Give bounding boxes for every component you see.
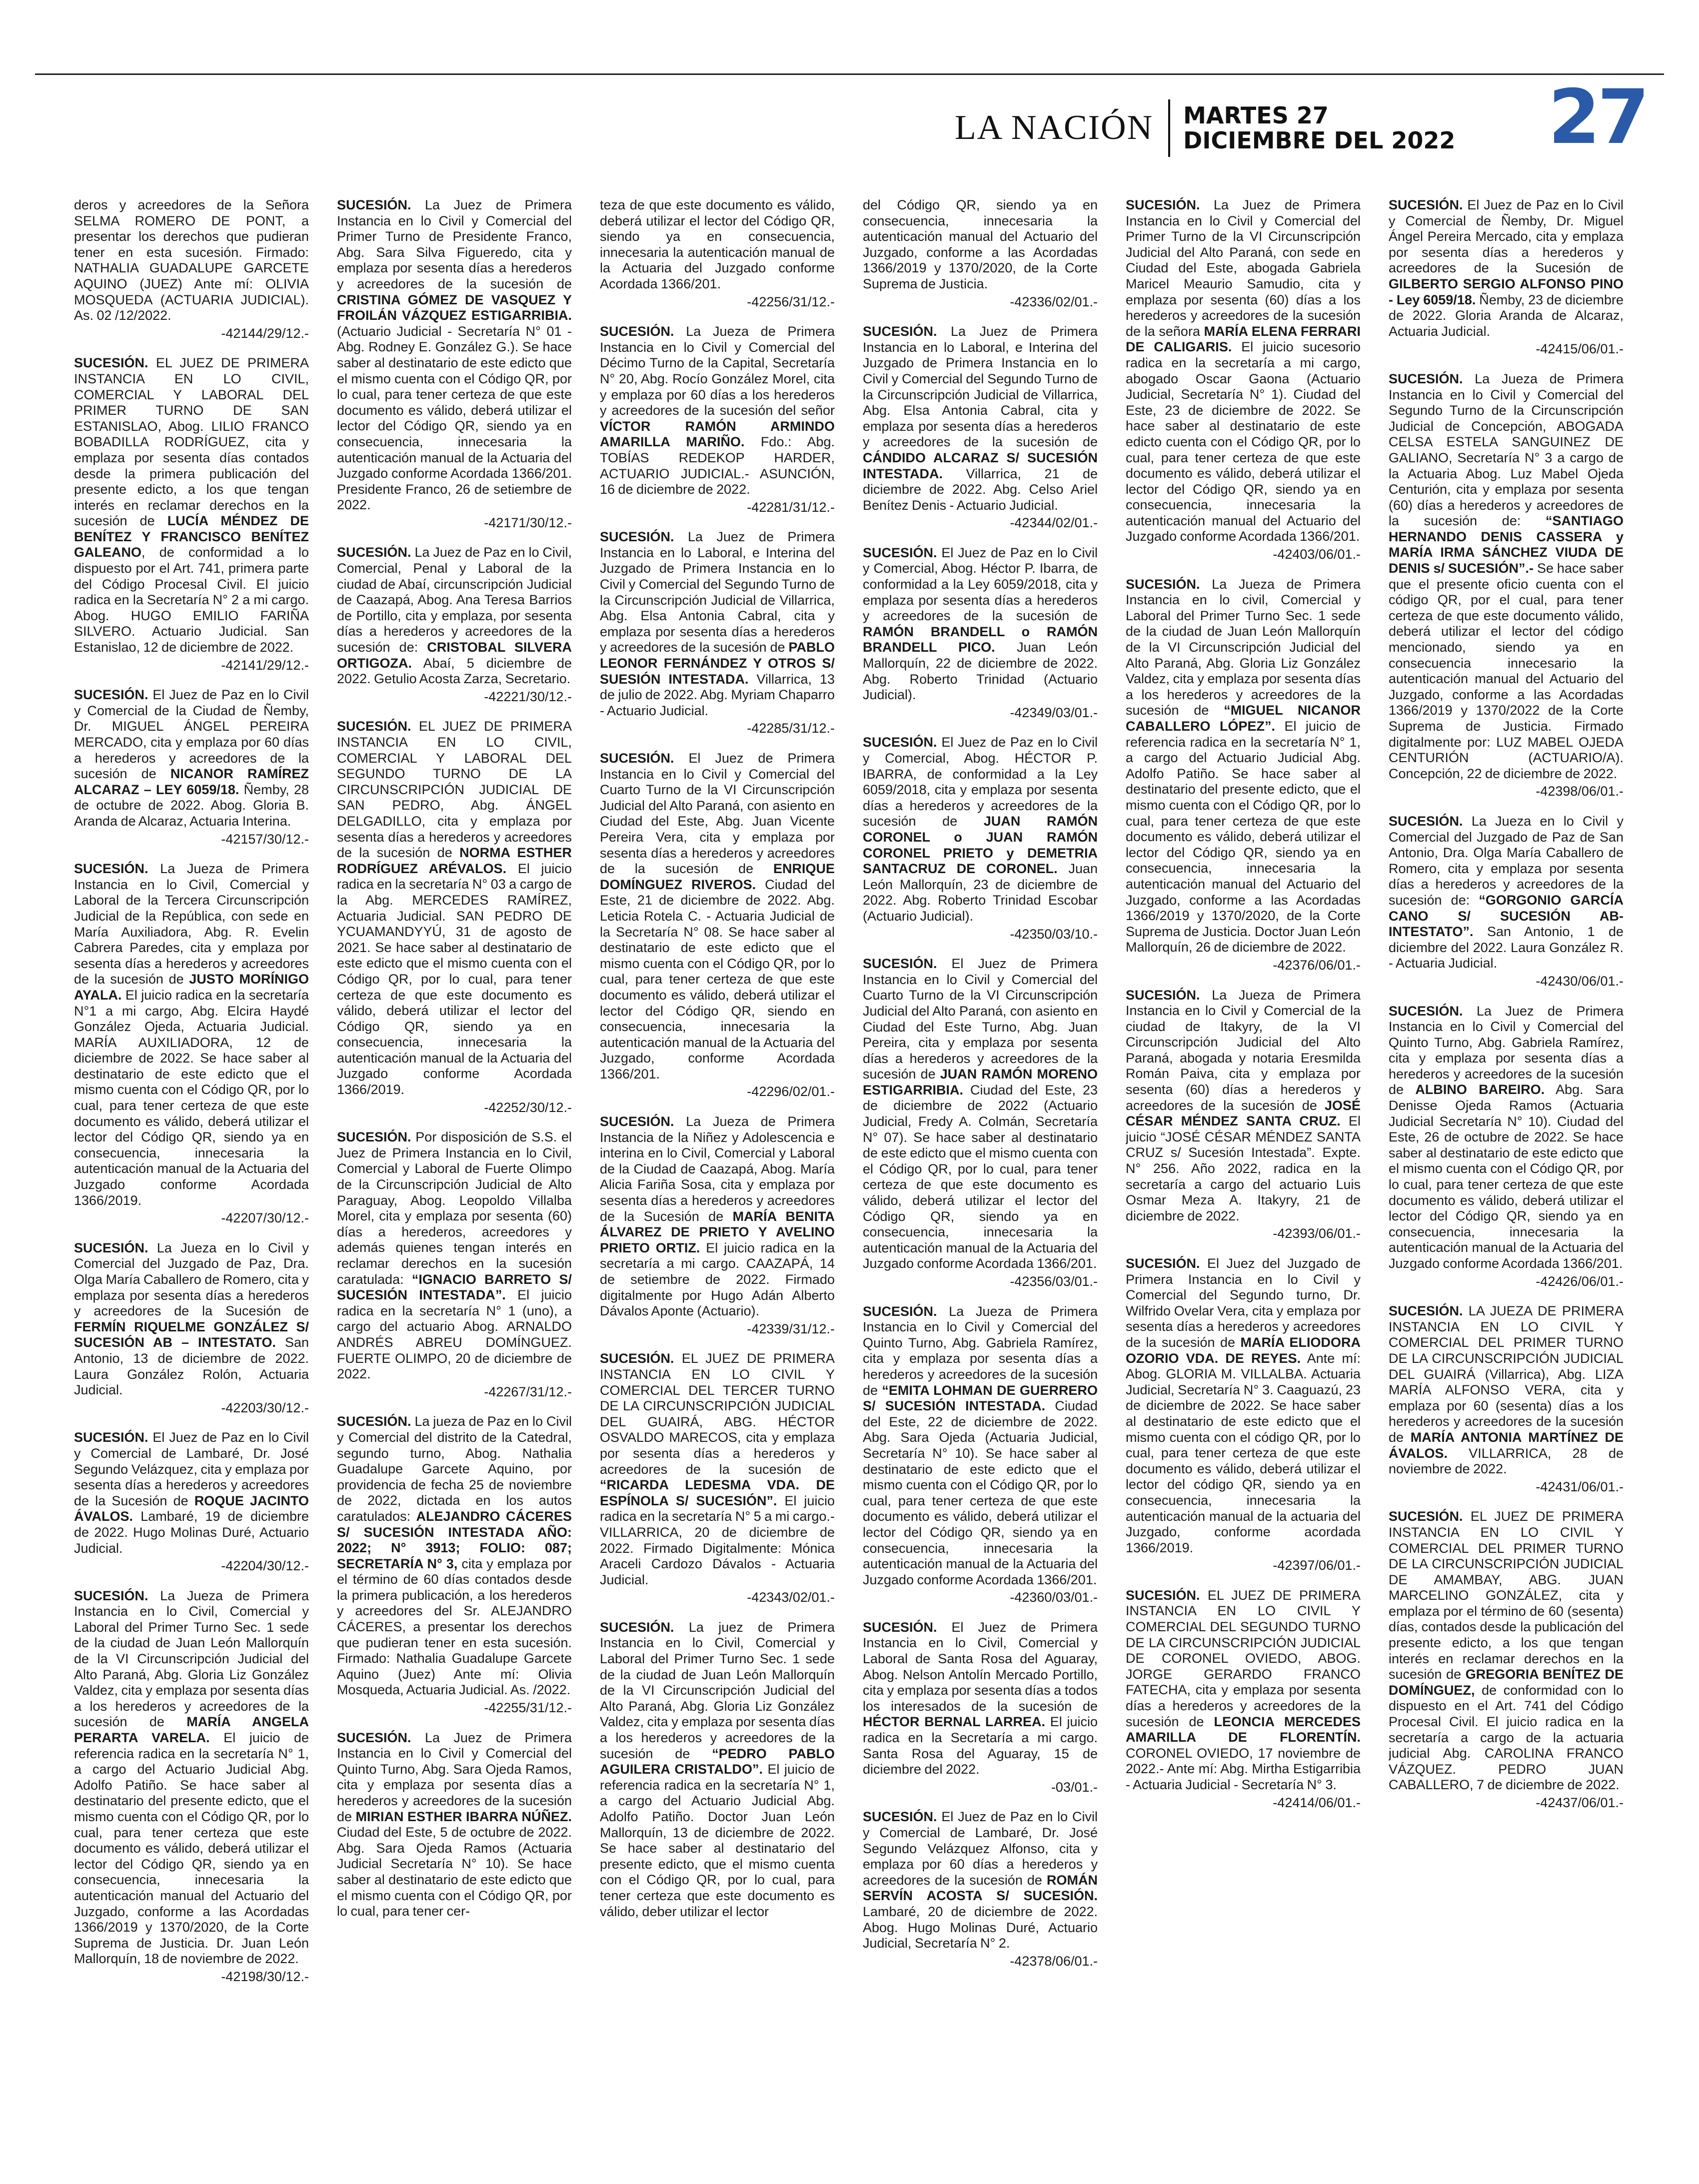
notice-heading: SUCESIÓN. bbox=[1126, 197, 1200, 212]
notice-reference: -42437/06/01.- bbox=[1536, 1795, 1624, 1810]
notice-text: EL JUEZ DE PRIMERA INSTANCIA EN LO CIVIL Y COMERCIAL DEL TERCER TURNO DE LA CIRCUNSCRIPCIÓN JUDICIAL DEL GUAIRÁ, ABG. HÉCTOR OSVALDO MARECOS, cita y emplaza por sesenta días a herederos y acreedores de la sucesión de bbox=[600, 1351, 835, 1477]
notice-heading: SUCESIÓN. bbox=[863, 1303, 937, 1319]
notice-reference: -42376/06/01.- bbox=[1273, 957, 1361, 973]
column-3 bbox=[600, 197, 835, 2149]
notice-heading: SUCESIÓN. bbox=[337, 545, 411, 560]
notice-deceased-name: “PEDRO PABLO AGUILERA CRISTALDO”. bbox=[600, 1746, 835, 1777]
legal-notice bbox=[74, 1588, 309, 1985]
notice-reference: -42430/06/01.- bbox=[1536, 973, 1624, 989]
legal-notice bbox=[1389, 1004, 1624, 1290]
legal-notice bbox=[863, 1620, 1098, 1796]
notice-text: LA JUEZA DE PRIMERA INSTANCIA EN LO CIVIL Y COMERCIAL DEL PRIMER TURNO DE LA CIRCUNSCRIPCIÓN JUDICIAL DEL GUAIRÁ (Villarrica), Abg. LIZA MARÍA ALFONSO VERA, cita y emplaza por 60 (sesenta) días a los herederos y acreedores de la sucesión de bbox=[1389, 1303, 1624, 1445]
notice-deceased-name: “GORGONIO GARCÍA CANO S/ SUCESIÓN AB- INTESTATO”. bbox=[1389, 892, 1624, 940]
notice-text-tail: Ante mí: Abog. GLORIA M. VILLALBA. Actuaria Judicial, Secretaría N° 3. Caaguazú, 23 de diciembre de 2022. Se hace saber al destinatario de este edicto que el mismo cuenta con el código QR, por lo cual, para tener certeza de que este documento es válido, deberá utilizar el lector del código QR, siendo ya en consecuencia, innecesaria la autenticación manual de la actuaria del Juzgado, conforme acordada 1366/2019. bbox=[1126, 1350, 1361, 1555]
notice-text-tail: Fdo.: Abg. TOBÍAS REDEKOP HARDER, ACTUARIO JUDICIAL.- ASUNCIÓN, 16 de diciembre de 2022. bbox=[600, 434, 835, 497]
notice-reference: -42256/31/12.- bbox=[747, 294, 835, 309]
notice-reference: -42414/06/01.- bbox=[1273, 1795, 1361, 1810]
notice-heading: SUCESIÓN. bbox=[1126, 576, 1200, 592]
notice-reference: -42207/30/12.- bbox=[221, 1210, 309, 1226]
legal-notice bbox=[74, 197, 309, 341]
notice-deceased-name: “RICARDA LEDESMA VDA. DE ESPÍNOLA S/ SUCESIÓN”. bbox=[600, 1477, 835, 1508]
legal-notice bbox=[337, 1129, 572, 1400]
notice-heading: SUCESIÓN. bbox=[600, 1351, 674, 1366]
notice-text: La Jueza de Primera Instancia en lo Civil y Comercial del Décimo Turno de la Capital, Secretaría N° 20, Abg. Rocío González Morel, cita y emplaza por 60 días a los herederos y acreedores de la sucesión del señor bbox=[600, 324, 835, 418]
notice-text-tail: El juicio radica en la secretaría N° 5 a mi cargo.- VILLARRICA, 20 de diciembre de 2022. Firmado Digitalmente: Mónica Araceli Cardozo Dávalos - Actuaria Judicial. bbox=[600, 1493, 835, 1587]
notice-reference: -42397/06/01.- bbox=[1273, 1558, 1361, 1573]
notice-text: La Juez de Primera Instancia en lo Civil y Comercial del Quinto Turno, Abg. Gabriela Ramírez, cita y emplaza por sesenta días a herederos y acreedores de la sucesión de bbox=[1389, 1003, 1624, 1097]
page-number: 27 bbox=[1548, 74, 1647, 161]
notice-deceased-name: JUSTO MORÍNIGO AYALA. bbox=[74, 972, 309, 1003]
legal-notice bbox=[863, 956, 1098, 1289]
notice-deceased-name: GREGORIA BENÍTEZ DE DOMÍNGUEZ, bbox=[1389, 1667, 1624, 1698]
notice-deceased-name: “SANTIAGO HERNANDO DENIS CASSERA y MARÍA IRMA SÁNCHEZ VIUDA DE DENIS s/ SUCESIÓN”.- bbox=[1389, 513, 1624, 576]
notice-text-tail: (Actuario Judicial - Secretaría N° 01 - Abg. Rodney E. González G.). Se hace saber al destinatario de este edicto que el mismo cuenta con el Código QR, por lo cual, para tener certeza de que este documento es válido, deberá utilizar el lector del Código QR, siendo ya en consecuencia, innecesaria la autenticación manual de la Actuaria del Juzgado conforme Acordada 1366/201. Presidente Franco, 26 de setiembre de 2022. bbox=[337, 323, 572, 513]
notice-reference: -42415/06/01.- bbox=[1536, 341, 1624, 357]
notice-text-tail: Ciudad del Este, 21 de diciembre de 2022. Abg. Leticia Rotela C. - Actuaria Judicial de la Secretaría N° 08. Se hace saber al destinatario de este edicto que el mismo cuenta con el Código QR, por lo cual, para tener certeza de que este documento es válido, deberá utilizar el lector del Código QR, siendo en consecuencia, innecesaria la autenticación manual de la Actuaria del Juzgado, conforme Acordada 1366/201. bbox=[600, 877, 835, 1082]
legal-notice bbox=[337, 1414, 572, 1716]
notice-reference: -42285/31/12.- bbox=[747, 721, 835, 736]
notice-deceased-name: MARÍA ANGELA PERARTA VARELA. bbox=[74, 1714, 309, 1746]
notice-heading: SUCESIÓN. bbox=[863, 1619, 937, 1635]
legal-notice bbox=[600, 1114, 835, 1337]
notice-text-tail: Abg. Sara Denisse Ojeda Ramos (Actuaria Judicial Secretaría N° 10). Ciudad del Este, 26 de octubre de 2022. Se hace saber al destinatario de este edicto que el mismo cuenta con el Código QR, por lo cual, para tener certeza de que este documento es válido, deberá utilizar el lector del Código QR, siendo ya en consecuencia, innecesaria la autenticación manual de la Actuaria del Juzgado conforme Acordada 1366/201. bbox=[1389, 1082, 1624, 1271]
notice-heading: SUCESIÓN. bbox=[1389, 1509, 1463, 1524]
notice-heading: SUCESIÓN. bbox=[1389, 1003, 1463, 1019]
notice-heading: SUCESIÓN. bbox=[1389, 197, 1463, 212]
notice-deceased-name: CRISTINA GÓMEZ DE VASQUEZ Y FROILÁN VÁZQUEZ ESTIGARRIBIA. bbox=[337, 292, 572, 323]
notice-reference: -42393/06/01.- bbox=[1273, 1226, 1361, 1241]
notice-text: La Jueza de Primera Instancia en lo Civil y Comercial del Segundo Turno de la Circunscripción Judicial de Concepción, ABOGADA CELSA ESTELA SANGUINEZ DE GALIANO, Secretaría N° 3 a cargo de la Actuaria Abog. Luz Mabel Ojeda Centurión, cita y emplaza por sesenta (60) días a herederos y acreedores de la sucesión de: bbox=[1389, 371, 1624, 529]
notice-heading: SUCESIÓN. bbox=[337, 1414, 411, 1429]
notice-text: teza de que este documento es válido, deberá utilizar el lector del Código QR, siendo ya en consecuencia, innecesaria la autenticación manual de la Actuaria del Juzgado conforme Acordada 1366/201. bbox=[600, 197, 835, 291]
notice-deceased-name: ALEJANDRO CÁCERES S/ SUCESIÓN INTESTADA AÑO: 2022; N° 3913; FOLIO: 087; SECRETARÍA N° 3, bbox=[337, 1508, 572, 1571]
notice-text-tail: San Antonio, 1 de diciembre del 2022. Laura González R. - Actuaria Judicial. bbox=[1389, 924, 1624, 971]
notice-heading: SUCESIÓN. bbox=[600, 1619, 674, 1635]
notice-text: EL JUEZ DE PRIMERA INSTANCIA EN LO CIVIL, COMERCIAL Y LABORAL DEL PRIMER TURNO DE SAN ESTANISLAO, Abog. LILIO FRANCO BOBADILLA RODRÍGUEZ, cita y emplaza por sesenta días contados desde la primera publicación del presente edicto, a los que tengan interés en reclamar derechos en la sucesión de bbox=[74, 355, 309, 529]
notice-text-tail: El juicio sucesorio radica en la secretaría a mi cargo, abogado Oscar Gaona (Actuario Judicial, Secretaría N° 1). Ciudad del Este, 23 de diciembre de 2022. Se hace saber al destinatario de este edicto cuenta con el Código QR, por lo cual, para tener certeza de que este documento es válido, deberá utilizar el lector del Código QR, siendo ya en consecuencia, innecesaria la autenticación manual del Actuario del Juzgado conforme Acordada 1366/201. bbox=[1126, 339, 1361, 544]
notice-reference: -42198/30/12.- bbox=[221, 1969, 309, 1984]
legal-notice bbox=[863, 545, 1098, 721]
legal-notice bbox=[74, 355, 309, 673]
notice-heading: SUCESIÓN. bbox=[863, 324, 937, 339]
notice-text: El Juez de Paz en lo Civil y Comercial de Lambaré, Dr. José Segundo Velázquez Alfonso, cita y emplaza por 60 días a herederos y acreedores de la sucesión de bbox=[863, 1809, 1098, 1888]
notice-text: La Juez de Paz en lo Civil, Comercial, Penal y Laboral de la ciudad de Abaí, circunscripción Judicial de Caazapá, Abog. Ana Teresa Barrios de Portillo, cita y emplaza, por sesenta días a herederos y acreedores de la sucesión de: bbox=[337, 545, 572, 655]
issue-date-line2: DICIEMBRE DEL 2022 bbox=[1183, 127, 1456, 154]
issue-date bbox=[1183, 103, 1455, 153]
notice-text-tail: Ciudad del Este, 22 de diciembre de 2022. Abg. Sara Ojeda (Actuaria Judicial, Secretaría N° 10). Se hace saber al destinatario de este edicto que el mismo cuenta con el Código QR, por lo cual, para tener certeza de que este documento es válido, deberá utilizar el lector del Código QR, siendo ya en consecuencia, innecesaria la autenticación manual de la Actuaria del Juzgado conforme Acordada 1366/201. bbox=[863, 1398, 1098, 1587]
notice-deceased-name: NORMA ESTHER RODRÍGUEZ ARÉVALOS. bbox=[337, 845, 572, 876]
notice-reference: -42157/30/12.- bbox=[221, 831, 309, 847]
notice-heading: SUCESIÓN. bbox=[863, 545, 937, 560]
notice-text-tail: Lambaré, 20 de diciembre de 2022. Abog. Hugo Molinas Duré, Actuario Judicial, Secretaría N° 2. bbox=[863, 1904, 1098, 1951]
notice-text: La Juez de Primera Instancia en lo Civil y Comercial del Primer Turno de Presidente Franco, Abg. Sara Silva Figueredo, cita y emplaza por sesenta días a herederos y acreedores de la sucesión de bbox=[337, 197, 572, 291]
legal-notice bbox=[863, 1304, 1098, 1606]
notice-heading: SUCESIÓN. bbox=[337, 197, 411, 212]
notice-reference: -42267/31/12.- bbox=[484, 1384, 572, 1399]
notice-heading: SUCESIÓN. bbox=[863, 1809, 937, 1825]
legal-notice bbox=[600, 1351, 835, 1606]
notice-text-tail: San Antonio, 13 de diciembre de 2022. Laura González Rolón, Actuaria Judicial. bbox=[74, 1335, 309, 1398]
legal-notice bbox=[337, 197, 572, 531]
notice-deceased-name: ENRIQUE DOMÍNGUEZ RIVEROS. bbox=[600, 861, 835, 892]
legal-notice bbox=[1389, 814, 1624, 990]
legal-notice bbox=[600, 1620, 835, 1920]
notice-text: La Jueza de Primera Instancia en lo Civil y Comercial de la ciudad de Itakyry, de la VI Circunscripción Judicial del Alto Paraná, abogada y notaria Eresmilda Román Paiva, cita y emplaza por sesenta (60) días a herederos y acreedores de la sucesión de bbox=[1126, 987, 1361, 1113]
notice-reference: -42281/31/12.- bbox=[747, 499, 835, 515]
legal-notice bbox=[600, 751, 835, 1100]
notice-reference: -42255/31/12.- bbox=[484, 1700, 572, 1716]
notice-text: La Juez de Primera Instancia en lo Laboral, e Interina del Juzgado de Primera Instancia en lo Civil y Comercial del Segundo Turno de la Circunscripción Judicial de Villarrica, Abg. Elsa Antonia Cabral, cita y emplaza por sesenta días a herederos y acreedores de la sucesión de bbox=[600, 529, 835, 655]
legal-notice bbox=[600, 529, 835, 737]
notice-deceased-name: JUAN RAMÓN CORONEL o JUAN RAMÓN CORONEL PRIETO y DEMETRIA SANTACRUZ DE CORONEL. bbox=[863, 814, 1098, 877]
notice-heading: SUCESIÓN. bbox=[337, 1129, 411, 1145]
notices-columns bbox=[74, 197, 1624, 2149]
notice-text: La Juez de Primera Instancia en lo Laboral, e Interina del Juzgado de Primera Instancia en lo Civil y Comercial del Segundo Turno de la Circunscripción Judicial de Villarrica, Abg. Elsa Antonia Cabral, cita y emplaza por sesenta días a herederos y acreedores de la sucesión de bbox=[863, 324, 1098, 450]
notice-text: La jueza de Paz en lo Civil y Comercial del distrito de la Catedral, segundo turno, Abog. Nathalia Guadalupe Garcete Aquino, por providencia de fecha 25 de noviembre de 2022, dictada en los autos caratulados: bbox=[337, 1414, 572, 1524]
notice-deceased-name: ALBINO BAREIRO. bbox=[1415, 1082, 1545, 1097]
notice-deceased-name: HÉCTOR BERNAL LARREA. bbox=[863, 1714, 1045, 1730]
notice-deceased-name: MARÍA ANTONIA MARTÍNEZ DE ÁVALOS. bbox=[1389, 1429, 1624, 1461]
notice-reference: -42339/31/12.- bbox=[747, 1321, 835, 1336]
legal-notice bbox=[1126, 197, 1361, 563]
notice-heading: SUCESIÓN. bbox=[1389, 371, 1463, 386]
notice-text: El Juez de Paz en lo Civil y Comercial de la Ciudad de Ñemby, Dr. MIGUEL ÁNGEL PEREIRA MERCADO, cita y emplaza por 60 días a herederos y acreedores de la sucesión de bbox=[74, 687, 309, 782]
notice-reference: -42350/03/10.- bbox=[1010, 926, 1098, 942]
notice-text-tail: Villarrica, 13 de julio de 2022. Abg. Myriam Chaparro - Actuario Judicial. bbox=[600, 671, 835, 718]
notice-text: La Juez de Primera Instancia en lo Civil y Comercial del Primer Turno de la VI Circunscripción Judicial del Alto Paraná, con sede en Ciudad del Este, abogada Gabriela Maricel Meaurio Samudio, cita y emplaza por sesenta (60) días a los herederos y acreedores de la sucesión de la señora bbox=[1126, 197, 1361, 339]
legal-notice bbox=[1126, 1588, 1361, 1811]
notice-deceased-name: ROQUE JACINTO ÁVALOS. bbox=[74, 1493, 309, 1524]
legal-notice bbox=[74, 1430, 309, 1574]
legal-notice bbox=[1389, 371, 1624, 800]
notice-text: La Juez de Primera Instancia en lo Civil y Comercial del Quinto Turno, Abg. Sara Ojeda Ramos, cita y emplaza por sesenta días a herederos y acreedores de la sucesión de bbox=[337, 1730, 572, 1824]
notice-text: El Juez del Juzgado de Primera Instancia en lo Civil y Comercial del Segundo turno, Dr. Wilfrido Ovelar Vera, cita y emplaza por sesenta días a herederos y acreedores de la sucesión de bbox=[1126, 1256, 1361, 1350]
notice-deceased-name: “IGNACIO BARRETO S/ SUCESIÓN INTESTADA”. bbox=[337, 1271, 572, 1303]
notice-text-tail: Juan León Mallorquín, 22 de diciembre de 2022. Abg. Roberto Trinidad (Actuario Judicial). bbox=[863, 640, 1098, 703]
masthead bbox=[955, 98, 1455, 158]
notice-heading: SUCESIÓN. bbox=[863, 735, 937, 750]
notice-deceased-name: ROMÁN SERVÍN ACOSTA S/ SUCESIÓN. bbox=[863, 1872, 1098, 1904]
notice-heading: SUCESIÓN. bbox=[1389, 813, 1463, 829]
notice-deceased-name: NICANOR RAMÍREZ ALCARAZ – LEY 6059/18. bbox=[74, 766, 309, 797]
notice-text: EL JUEZ DE PRIMERA INSTANCIA EN LO CIVIL Y COMERCIAL DEL SEGUNDO TURNO DE LA CIRCUNSCRIPCIÓN JUDICIAL DE CORONEL OVIEDO, ABOG. JORGE GERARDO FRANCO FATECHA, cita y emplaza por sesenta días a herederos y acreedores de la sucesión de bbox=[1126, 1587, 1361, 1729]
notice-reference: -42221/30/12.- bbox=[484, 689, 572, 704]
legal-notice bbox=[74, 687, 309, 847]
notice-heading: SUCESIÓN. bbox=[74, 1588, 148, 1603]
notice-heading: SUCESIÓN. bbox=[74, 687, 148, 703]
notice-text-tail: Ciudad del Este, 23 de diciembre de 2022 (Actuario Judicial, Fredy A. Colmán, Secretaría N° 07). Se hace saber al destinatario de este edicto que el mismo cuenta con el Código QR, por lo cual, para tener certeza de que este documento es válido, deberá utilizar el lector del Código QR, siendo ya en consecuencia, innecesaria la autenticación manual de la Actuaria del Juzgado conforme Acordada 1366/201. bbox=[863, 1082, 1098, 1271]
column-2 bbox=[337, 197, 572, 2149]
notice-text-tail: Se hace saber que el presente oficio cuenta con el código QR, por el cual, para tener certeza de que este documento válido, deberá utilizar el lector del código mencionado, siendo ya en consecuencia innecesario la autenticación manual del Actuario del Juzgado, conforme a las Acordadas 1366/2019 y 1370/2022 de la Corte Suprema de Justicia. Firmado digitalmente por: LUZ MABEL OJEDA CENTURIÓN (ACTUARIO/A). Concepción, 22 de diciembre de 2022. bbox=[1389, 561, 1624, 781]
notice-text: La Jueza en lo Civil y Comercial del Juzgado de Paz, Dra. Olga María Caballero de Romero, cita y emplaza por sesenta días a herederos y acreedores de la Sucesión de bbox=[74, 1240, 309, 1319]
newspaper-logo: LA NACIÓN bbox=[955, 108, 1154, 147]
notice-text-tail: El juicio “JOSÉ CÉSAR MÉNDEZ SANTA CRUZ s/ Sucesión Intestada”. Expte. N° 256. Año 2022, radica en la secretaría a cargo del actuario Luis Osmar Meza A. Itakyry, 21 de diciembre de 2022. bbox=[1126, 1113, 1361, 1223]
notice-text: EL JUEZ DE PRIMERA INSTANCIA EN LO CIVIL Y COMERCIAL DEL PRIMER TURNO DE LA CIRCUNSCRIPCIÓN JUDICIAL DE AMAMBAY, ABG. JUAN MARCELINO GONZÁLEZ, cita y emplaza por el término de 60 (sesenta) días, contados desde la publicación del presente edicto, a los que tengan interés en reclamar derechos en la sucesión de bbox=[1389, 1509, 1624, 1682]
notice-reference: -42336/02/01.- bbox=[1010, 294, 1098, 309]
notice-heading: SUCESIÓN. bbox=[600, 529, 674, 545]
notice-deceased-name: CRISTOBAL SILVERA ORTIGOZA. bbox=[337, 640, 572, 671]
notice-deceased-name: MARÍA ELIODORA OZORIO VDA. DE REYES. bbox=[1126, 1334, 1361, 1366]
notice-deceased-name: FERMÍN RIQUELME GONZÁLEZ S/ SUCESIÓN AB – INTESTATO. bbox=[74, 1319, 309, 1350]
notice-reference: -42356/03/01.- bbox=[1010, 1274, 1098, 1289]
legal-notice bbox=[1126, 577, 1361, 974]
notice-deceased-name: JUAN RAMÓN MORENO ESTIGARRIBIA. bbox=[863, 1067, 1098, 1097]
notice-reference: -03/01.- bbox=[1051, 1779, 1098, 1795]
legal-notice bbox=[1126, 988, 1361, 1242]
notice-text-tail: de conformidad con lo dispuesto en el Art. 741 del Código Procesal Civil. El juicio radica en la secretaría a cargo de la actuaria judicial Abg. CAROLINA FRANCO VÁZQUEZ. PEDRO JUAN CABALLERO, 7 de diciembre de 2022. bbox=[1389, 1682, 1624, 1793]
notice-deceased-name: “MIGUEL NICANOR CABALLERO LÓPEZ”. bbox=[1126, 703, 1361, 734]
notice-heading: SUCESIÓN. bbox=[863, 956, 937, 972]
notice-text: La Jueza de Primera Instancia de la Niñez y Adolescencia e interina en lo Civil, Comercial y Laboral de la Ciudad de Caazapá, Abog. María Alicia Fariña Sosa, cita y emplaza por sesenta días a herederos y acreedores de la Sucesión de bbox=[600, 1114, 835, 1224]
notice-text: deros y acreedores de la Señora SELMA ROMERO DE PONT, a presentar los derechos que pudieran tener en esta sucesión. Firmado: NATHALIA GUADALUPE GARCETE AQUINO (JUEZ) Ante mí: OLIVIA MOSQUEDA (ACTUARIA JUDICIAL). As. 02 /12/2022. bbox=[74, 197, 309, 323]
header-rule bbox=[35, 73, 1664, 75]
notice-deceased-name: CÁNDIDO ALCARAZ S/ SUCESIÓN INTESTADA. bbox=[863, 450, 1098, 481]
legal-notice bbox=[337, 1730, 572, 1920]
notice-text: Por disposición de S.S. el Juez de Primera Instancia en lo Civil, Comercial y Laboral de Fuerte Olimpo de la Circunscripción Judicial de Alto Paraguay, Abog. Leopoldo Villalba Morel, cita y emplaza por sesenta (60) días a herederos, acreedores y además quienes tengan interés en reclamar derechos en la sucesión caratulada: bbox=[337, 1129, 572, 1287]
notice-text-tail: Ñemby, 28 de octubre de 2022. Abog. Gloria B. Aranda de Alcaraz, Actuaria Interina. bbox=[74, 782, 309, 829]
notice-text-tail: cita y emplaza por el término de 60 días contados desde la primera publicación, a los herederos y acreedores del Sr. ALEJANDRO CÁCERES, a presentar los derechos que pudieran tener en esta sucesión. Firmado: Nathalia Guadalupe Garcete Aquino (Juez) Ante mí: Olivia Mosqueda, Actuaria Judicial. As. /2022. bbox=[337, 1556, 572, 1698]
notice-text: La Jueza de Primera Instancia en lo Civil y Comercial del Quinto Turno, Abg. Gabriela Ramírez, cita y emplaza por sesenta días a herederos y acreedores de la sucesión de bbox=[863, 1303, 1098, 1398]
notice-heading: SUCESIÓN. bbox=[337, 1730, 411, 1745]
notice-text: La Jueza de Primera Instancia en lo Civil, Comercial y Laboral de la Tercera Circunscripción Judicial de la República, con sede en María Auxiliadora, Abg. R. Evelin Cabrera Paredes, cita y emplaza por sesenta días a herederos y acreedores de la sucesión de bbox=[74, 861, 309, 987]
notice-text: El Juez de Primera Instancia en lo Civil y Comercial del Cuarto Turno de la VI Circunscripción Judicial del Alto Paraná, con asiento en Ciudad del Este Turno, Abg. Juan Pereira, cita y emplaza por sesenta días a herederos y acreedores de la sucesión de bbox=[863, 956, 1098, 1082]
notice-text-tail: Ñemby, 23 de diciembre de 2022. Gloria Aranda de Alcaraz, Actuaria Judicial. bbox=[1389, 292, 1624, 339]
notice-text-tail: El juicio de referencia radica en la secretaría N° 1, a cargo del Actuario Judicial Abg. Adolfo Patiño. Se hace saber al destinatario del presente edicto, que el mismo cuenta con el Código QR, por lo cual, para tener certeza de que este documento es válido, deberá utilizar el lector del Código QR, siendo ya en consecuencia, innecesaria la autenticación manual del Actuario del Juzgado, conforme a las Acordadas 1366/2019 y 1370/2020, de la Corte Suprema de Justicia. Doctor Juan León Mallorquín, 26 de diciembre de 2022. bbox=[1126, 719, 1361, 955]
notice-text-tail: El juicio radica en la secretaría N° 1 (uno), a cargo del actuario Abog. ARNALDO ANDRÉS ABREU DOMÍNGUEZ. FUERTE OLIMPO, 20 de diciembre de 2022. bbox=[337, 1287, 572, 1382]
notice-text-tail: Abaí, 5 diciembre de 2022. Getulio Acosta Zarza, Secretario. bbox=[337, 655, 572, 687]
notice-reference: -42252/30/12.- bbox=[484, 1099, 572, 1115]
notice-reference: -42296/02/01.- bbox=[747, 1084, 835, 1099]
notice-reference: -42426/06/01.- bbox=[1536, 1273, 1624, 1289]
legal-notice bbox=[337, 545, 572, 705]
notice-text: EL JUEZ DE PRIMERA INSTANCIA EN LO CIVIL, COMERCIAL Y LABORAL DEL SEGUNDO TURNO DE LA CIRCUNSCRIPCIÓN JUDICIAL DE SAN PEDRO, Abg. ÁNGEL DELGADILLO, cita y emplaza por sesenta días a herederos y acreedores de la sucesión de bbox=[337, 719, 572, 861]
legal-notice bbox=[74, 861, 309, 1226]
notice-text: La juez de Primera Instancia en lo Civil, Comercial y Laboral del Primer Turno Sec. 1 sede de la ciudad de Juan León Mallorquín de la VI Circunscripción Judicial del Alto Paraná, Abg. Gloria Liz González Valdez, cita y emplaza por sesenta días a los herederos y acreedores de la sucesión de bbox=[600, 1619, 835, 1761]
notice-text-tail: El juicio radica en la secretaría N° 03 a cargo de la Abg. MERCEDES RAMÍREZ, Actuaria Judicial. SAN PEDRO DE YCUAMANDYYÚ, 31 de agosto de 2021. Se hace saber al destinatario de este edicto que el mismo cuenta con el Código QR, por lo cual, para tener certeza de que este documento es válido, deberá utilizar el lector del Código QR, siendo ya en consecuencia, innecesaria la autenticación manual de la Actuaria del Juzgado conforme Acordada 1366/2019. bbox=[337, 861, 572, 1097]
legal-notice bbox=[600, 197, 835, 310]
column-6 bbox=[1389, 197, 1624, 2149]
notice-text-tail: , de conformidad a lo dispuesto por el Art. 741, primera parte del Código Procesal Civil. El juicio radica en la Secretaría N° 2 a mi cargo. Abog. HUGO EMILIO FARIÑA SILVERO. Actuario Judicial. San Estanislao, 12 de diciembre de 2022. bbox=[74, 545, 309, 655]
legal-notice bbox=[863, 197, 1098, 310]
notice-text: El Juez de Primera Instancia en lo Civil, Comercial y Laboral de Santa Rosa del Aguaray, Abog. Nelson Antolín Mercado Portillo, cita y emplaza por sesenta días a todos los interesados de la sucesión de bbox=[863, 1619, 1098, 1714]
column-5 bbox=[1126, 197, 1361, 2149]
notice-reference: -42431/06/01.- bbox=[1536, 1479, 1624, 1494]
issue-date-line1: MARTES 27 bbox=[1183, 102, 1329, 129]
notice-text-tail: El juicio de referencia radica en la secretaría N° 1, a cargo del Actuario Judicial Abg. Adolfo Patiño. Doctor Juan León Mallorquín, 13 de diciembre de 2022. Se hace saber al destinatario del presente edicto, que el mismo cuenta con el Código QR, por lo cual, para tener certeza que este documento es válido, deber utilizar el lector bbox=[600, 1762, 835, 1919]
legal-notice bbox=[337, 719, 572, 1115]
notice-deceased-name: MIRIAN ESTHER IBARRA NÚÑEZ. bbox=[355, 1809, 572, 1824]
notice-reference: -42343/02/01.- bbox=[747, 1590, 835, 1605]
notice-text-tail: El juicio radica en la secretaría a mi cargo. CAAZAPÁ, 14 de setiembre de 2022. Firmado digitalmente por Hugo Adán Alberto Dávalos Aponte (Actuario). bbox=[600, 1240, 835, 1319]
notice-text: La Jueza de Primera Instancia en lo Civil, Comercial y Laboral del Primer Turno Sec. 1 sede de la ciudad de Juan León Mallorquín de la VI Circunscripción Judicial del Alto Paraná, Abg. Gloria Liz González Valdez, cita y emplaza por sesenta días a los herederos y acreedores de la sucesión de bbox=[74, 1588, 309, 1730]
notice-reference: -42349/03/01.- bbox=[1010, 705, 1098, 720]
legal-notice bbox=[863, 1809, 1098, 1969]
notice-deceased-name: GILBERTO SERGIO ALFONSO PINO - Ley 6059/18. bbox=[1389, 276, 1624, 307]
legal-notice bbox=[863, 324, 1098, 531]
notice-heading: SUCESIÓN. bbox=[74, 1430, 148, 1445]
notice-heading: SUCESIÓN. bbox=[1126, 987, 1200, 1003]
legal-notice bbox=[1389, 1509, 1624, 1811]
masthead-divider bbox=[1168, 99, 1170, 157]
notice-heading: SUCESIÓN. bbox=[1126, 1256, 1200, 1271]
notice-reference: -42398/06/01.- bbox=[1536, 784, 1624, 799]
notice-reference: -42344/02/01.- bbox=[1010, 515, 1098, 531]
notice-reference: -42204/30/12.- bbox=[221, 1558, 309, 1574]
notice-reference: -42141/29/12.- bbox=[221, 657, 309, 673]
notice-text: La Jueza en lo Civil y Comercial del Juzgado de Paz de San Antonio, Dra. Olga María Caballero de Romero, cita y emplaza por sesenta días a herederos y acreedores de la sucesión de: bbox=[1389, 813, 1624, 908]
column-4 bbox=[863, 197, 1098, 2149]
notice-text: El Juez de Primera Instancia en lo Civil y Comercial del Cuarto Turno de la VI Circunscripción Judicial del Alto Paraná, con asiento en Ciudad del Este, Abg. Juan Vicente Pereira Vera, cita y emplaza por sesenta días a herederos y acreedores de la sucesión de bbox=[600, 751, 835, 877]
notice-text-tail: VILLARRICA, 28 de noviembre de 2022. bbox=[1389, 1445, 1624, 1477]
notice-text-tail: El juicio radica en la secretaría N°1 a mi cargo, Abg. Elcira Haydé González Ojeda, Actuaria Judicial. MARÍA AUXILIADORA, 12 de diciembre de 2022. Se hace saber al destinatario de este edicto que el mismo cuenta con el Código QR, por lo cual, para tener certeza de que este documento es válido, deberá utilizar el lector del Código QR, siendo ya en consecuencia, innecesaria la autenticación manual de la Actuaria del Juzgado conforme Acordada 1366/2019. bbox=[74, 987, 309, 1208]
notice-deceased-name: JOSÉ CÉSAR MÉNDEZ SANTA CRUZ. bbox=[1126, 1097, 1361, 1129]
notice-deceased-name: VÍCTOR RAMÓN ARMINDO AMARILLA MARIÑO. bbox=[600, 418, 835, 450]
notice-text-tail: Ciudad del Este, 5 de octubre de 2022. Abg. Sara Ojeda Ramos (Actuaria Judicial Secretaría N° 10). Se hace saber al destinatario de este edicto que el mismo cuenta con el Código QR, por lo cual, para tener cer- bbox=[337, 1825, 572, 1919]
notice-reference: -42171/30/12.- bbox=[484, 515, 572, 530]
legal-notice bbox=[600, 324, 835, 515]
notice-heading: SUCESIÓN. bbox=[1126, 1587, 1200, 1603]
notice-text: El Juez de Paz en lo Civil y Comercial de Ñemby, Dr. Miguel Ángel Pereira Mercado, cita y emplaza por sesenta días a herederos y acreedores de la Sucesión de bbox=[1389, 197, 1624, 276]
notice-deceased-name: RAMÓN BRANDELL o RAMÓN BRANDELL PICO. bbox=[863, 624, 1098, 655]
notice-deceased-name: LUCÍA MÉNDEZ DE BENÍTEZ Y FRANCISCO BENÍTEZ GALEANO bbox=[74, 513, 309, 560]
legal-notice bbox=[1126, 1256, 1361, 1574]
notice-heading: SUCESIÓN. bbox=[600, 751, 674, 766]
notice-deceased-name: LEONCIA MERCEDES AMARILLA DE FLORENTÍN. bbox=[1126, 1714, 1361, 1745]
notice-text-tail: Lambaré, 19 de diciembre de 2022. Hugo Molinas Duré, Actuario Judicial. bbox=[74, 1509, 309, 1556]
notice-text-tail: El juicio de referencia radica en la secretaría N° 1, a cargo del Actuario Judicial Abg. Adolfo Patiño. Se hace saber al destinatario del presente edicto, que el mismo cuenta con el Código QR, por lo cual, para tener certeza que este documento es válido, deberá utilizar el lector del Código QR, siendo ya en consecuencia, innecesaria la autenticación manual del Actuario del Juzgado, conforme a las Acordadas 1366/2019 y 1370/2020, de la Corte Suprema de Justicia. Dr. Juan León Mallorquín, 18 de noviembre de 2022. bbox=[74, 1730, 309, 1967]
notice-text: La Jueza de Primera Instancia en lo civil, Comercial y Laboral del Primer Turno Sec. 1 sede de la ciudad de Juan León Mallorquín de la VI Circunscripción Judicial del Alto Paraná, Abg. Gloria Liz González Valdez, cita y emplaza por sesenta días a los herederos y acreedores de la sucesión de bbox=[1126, 576, 1361, 718]
legal-notice bbox=[74, 1240, 309, 1416]
notice-reference: -42360/03/01.- bbox=[1010, 1590, 1098, 1605]
notice-heading: SUCESIÓN. bbox=[74, 355, 148, 371]
notice-text-tail: CORONEL OVIEDO, 17 noviembre de 2022.- Ante mí: Abg. Mirtha Estigarribia - Actuaria Judicial - Secretaría N° 3. bbox=[1126, 1745, 1361, 1792]
notice-text: El Juez de Paz en lo Civil y Comercial de Lambaré, Dr. José Segundo Velázquez, cita y emplaza por sesenta días a herederos y acreedores de la Sucesión de bbox=[74, 1430, 309, 1508]
legal-notice bbox=[1389, 197, 1624, 357]
legal-notice bbox=[863, 735, 1098, 942]
notice-heading: SUCESIÓN. bbox=[74, 861, 148, 877]
notice-heading: SUCESIÓN. bbox=[600, 324, 674, 339]
notice-reference: -42144/29/12.- bbox=[221, 325, 309, 341]
notice-heading: SUCESIÓN. bbox=[74, 1240, 148, 1255]
notice-text: El Juez de Paz en lo Civil y Comercial, Abog. HÉCTOR P. IBARRA, de conformidad a la Ley 6059/2018, cita y emplaza por sesenta días a herederos y acreedores de la sucesión de bbox=[863, 735, 1098, 829]
notice-text-tail: Villarrica, 21 de diciembre de 2022. Abg. Celso Ariel Benítez Denis - Actuario Judicial. bbox=[863, 466, 1098, 513]
notice-reference: -42378/06/01.- bbox=[1010, 1953, 1098, 1969]
notice-reference: -42203/30/12.- bbox=[221, 1400, 309, 1415]
notice-text: del Código QR, siendo ya en consecuencia, innecesaria la autenticación manual del Actuario del Juzgado, conforme a las Acordadas 1366/2019 y 1370/2020, de la Corte Suprema de Justicia. bbox=[863, 197, 1098, 291]
notice-text-tail: El juicio radica en la Secretaría a mi cargo. Santa Rosa del Aguaray, 15 de diciembre del 2022. bbox=[863, 1714, 1098, 1777]
notice-text-tail: Juan León Mallorquín, 23 de diciembre de 2022. Abg. Roberto Trinidad Escobar (Actuario Judicial). bbox=[863, 861, 1098, 924]
notice-heading: SUCESIÓN. bbox=[337, 719, 411, 734]
notice-deceased-name: MARÍA ELENA FERRARI DE CALIGARIS. bbox=[1126, 323, 1361, 355]
legal-notice bbox=[1389, 1303, 1624, 1495]
notice-deceased-name: “EMITA LOHMAN DE GUERRERO S/ SUCESIÓN INTESTADA. bbox=[863, 1382, 1098, 1414]
notice-deceased-name: MARÍA BENITA ÁLVAREZ DE PRIETO Y AVELINO PRIETO ORTIZ. bbox=[600, 1208, 835, 1255]
notice-text: El Juez de Paz en lo Civil y Comercial, Abog. Héctor P. Ibarra, de conformidad a la Ley 6059/2018, cita y emplaza por sesenta días a herederos y acreedores de la sucesión de bbox=[863, 545, 1098, 624]
notice-heading: SUCESIÓN. bbox=[600, 1114, 674, 1129]
notice-heading: SUCESIÓN. bbox=[1389, 1303, 1463, 1319]
notice-deceased-name: PABLO LEONOR FERNÁNDEZ Y OTROS S/ SUESIÓN INTESTADA. bbox=[600, 640, 835, 687]
notice-reference: -42403/06/01.- bbox=[1273, 547, 1361, 562]
column-1 bbox=[74, 197, 309, 2149]
